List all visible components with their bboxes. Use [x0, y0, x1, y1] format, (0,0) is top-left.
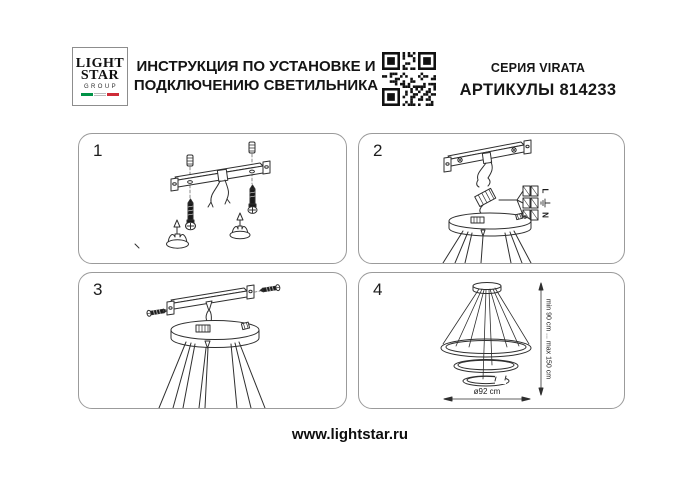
height-range-label: min 90 cm ... max 150 cm [544, 298, 552, 380]
terminal-block-icon [523, 186, 538, 220]
terminal-connector [475, 188, 496, 215]
lightstar-logo [72, 47, 128, 106]
step4-illustration [359, 273, 624, 408]
step1-illustration [79, 134, 346, 263]
step2-illustration [359, 134, 624, 263]
step-number: 1 [93, 141, 103, 160]
suspension-cables [159, 341, 265, 408]
logo-word-star: STAR [80, 67, 120, 83]
canopy [171, 321, 259, 348]
article-number: АРТИКУЛЫ 814233 [459, 81, 617, 99]
diameter-label: ø92 cm [473, 387, 501, 396]
stray-mark [135, 244, 139, 248]
step-panel-2 [358, 133, 625, 264]
step-number: 3 [93, 280, 103, 299]
mounting-bracket [167, 285, 254, 315]
earth-ground-icon [541, 199, 550, 207]
mounting-bracket [444, 140, 531, 172]
terminal-label-n: N [540, 212, 550, 218]
step-panel-3 [78, 272, 347, 409]
series-label: СЕРИЯ VIRATA [490, 61, 586, 75]
supply-wires [477, 162, 493, 187]
canopy [449, 213, 531, 236]
led-ring [441, 339, 531, 386]
suspension-cables [443, 288, 529, 379]
step-number: 2 [373, 141, 383, 160]
height-dimension [539, 283, 552, 395]
page-title [128, 57, 384, 95]
step-panel-4 [358, 272, 625, 409]
screw-icon [186, 185, 258, 230]
logo-word-light: LIGHT [75, 55, 125, 71]
italian-flag-icon [81, 93, 119, 96]
terminal-label-l: L [540, 188, 550, 194]
anchor-dowel-icon [187, 142, 255, 166]
diameter-dimension [444, 387, 530, 401]
cable-cup-icon [167, 213, 251, 248]
website-link: www.lightstar.ru [291, 426, 409, 443]
qr-code-icon [382, 52, 436, 106]
product-info [455, 61, 621, 100]
page-title-line1: ИНСТРУКЦИЯ ПО УСТАНОВКЕ И [136, 58, 376, 75]
logo-word-group: GROUP [83, 83, 118, 90]
step3-illustration [79, 273, 346, 408]
step-panel-1 [78, 133, 347, 264]
page-title-line2: ПОДКЛЮЧЕНИЮ СВЕТИЛЬНИКА [133, 77, 379, 94]
step-number: 4 [373, 280, 383, 299]
